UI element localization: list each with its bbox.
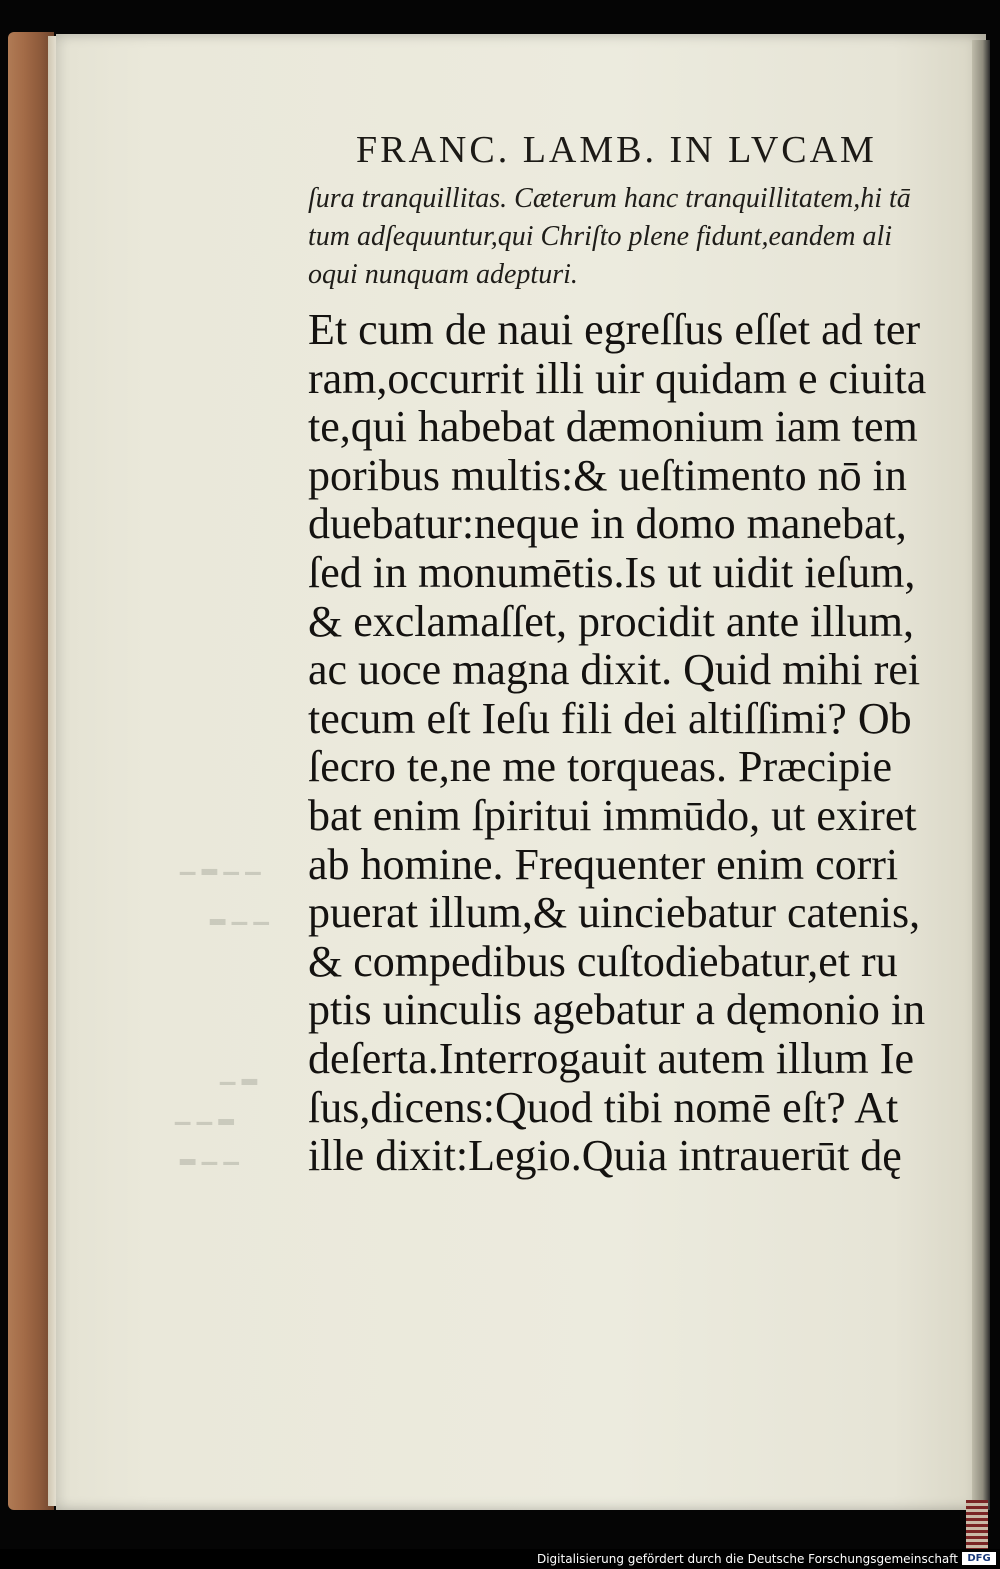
text-line: ſus,dicens:Quod tibi nomē eſt? At [308, 1083, 899, 1132]
bleed-through-mark: ▁ ▂ ▁ ▁ [180, 851, 261, 875]
gloss-line: ſura tranquillitas. Cæterum hanc tranquillitatem,hi tā [308, 183, 911, 214]
text-line: deſerta.Interrogauit autem illum Ie [308, 1034, 914, 1083]
text-line: Et cum de naui egreſſus eſſet ad ter [308, 306, 921, 354]
color-calibration-strip [966, 1500, 988, 1549]
text-line: ptis uinculis agebatur a dęmonio in [308, 986, 926, 1035]
text-line: bat enim ſpiritui immūdo, ut exiret [308, 791, 917, 840]
bleed-through-mark: ▂ ▁ ▁ [180, 1141, 239, 1165]
running-header: FRANC. LAMB. IN LVCAM [356, 129, 877, 171]
text-line: & exclamaſſet, procidit ante illum, [308, 597, 915, 646]
text-line: & compedibus cuſtodiebatur,et ru [308, 937, 898, 986]
main-text [308, 306, 968, 1181]
text-line: duebatur:neque in domo manebat, [308, 500, 907, 549]
gloss-line: oqui nunquam adepturi. [308, 259, 578, 290]
text-line: ab homine. Frequenter enim corri [308, 840, 899, 889]
text-line: ram,occurrit illi uir quidam e ciuita [308, 354, 927, 403]
bleed-through-mark: ▂ ▁ ▁ [210, 901, 269, 925]
text-line: ille dixit:Legio.Quia intrauerūt dę [308, 1132, 902, 1181]
gloss-line: tum adſequuntur,qui Chriſto plene fidunt,eandem ali [308, 221, 893, 252]
text-line: ac uoce magna dixit. Quid mihi rei [308, 646, 921, 695]
footer-bar [0, 1549, 1000, 1569]
bleed-through-mark: ▁ ▁ ▂ [175, 1101, 234, 1125]
text-line: poribus multis:& ueſtimento nō in [308, 451, 907, 500]
text-line: puerat illum,& uinciebatur catenis, [308, 889, 921, 938]
page-edge [972, 40, 990, 1510]
gloss-commentary [308, 180, 963, 294]
text-line: tecum eſt Ieſu fili dei altiſſimi? Ob [308, 694, 912, 743]
funding-credit: Digitalisierung gefördert durch die Deutsche Forschungsgemeinschaft [536, 1552, 958, 1566]
bleed-through-mark: ▁ ▂ [220, 1061, 258, 1085]
text-line: ſed in monumētis.Is ut uidit ieſum, [308, 548, 916, 597]
text-line: te,qui habebat dæmonium iam tem [308, 403, 918, 452]
dfg-logo: DFG [962, 1552, 996, 1565]
text-line: ſecro te,ne me torqueas. Præcipie [308, 743, 893, 792]
